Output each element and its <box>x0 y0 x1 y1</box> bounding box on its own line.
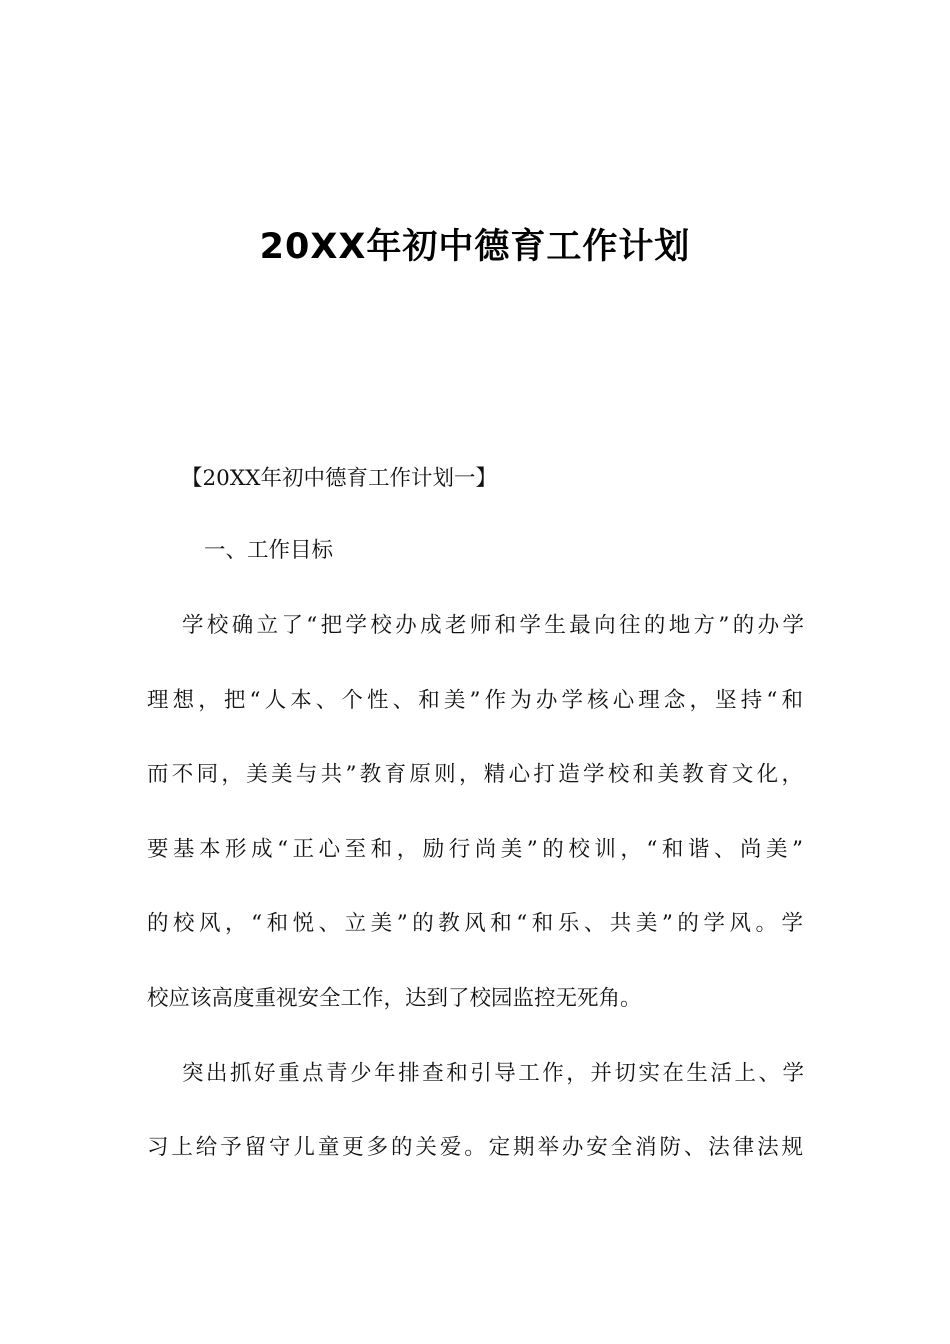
paragraph-line: 的校风，“和悦、立美”的教风和“和乐、共美”的学风。学 <box>147 911 803 936</box>
paragraph-line: 而不同，美美与共”教育原则，精心打造学校和美教育文化， <box>147 762 803 787</box>
paragraph-line: 突出抓好重点青少年排查和引导工作，并切实在生活上、学 <box>182 1061 804 1086</box>
document-title: 20XX年初中德育工作计划 <box>259 227 691 267</box>
paragraph-line: 学校确立了“把学校办成老师和学生最向往的地方”的办学 <box>182 613 804 638</box>
paragraph-line: 习上给予留守儿童更多的关爱。定期举办安全消防、法律法规 <box>147 1135 803 1160</box>
section-heading: 【20XX年初中德育工作计划一】 <box>181 466 497 491</box>
paragraph-line: 要基本形成“正心至和，励行尚美”的校训，“和谐、尚美” <box>147 837 803 862</box>
paragraph-line: 理想，把“人本、个性、和美”作为办学核心理念，坚持“和 <box>147 688 803 713</box>
subheading: 一、工作目标 <box>204 538 334 563</box>
paragraph-line: 校应该高度重视安全工作，达到了校园监控无死角。 <box>147 986 642 1011</box>
